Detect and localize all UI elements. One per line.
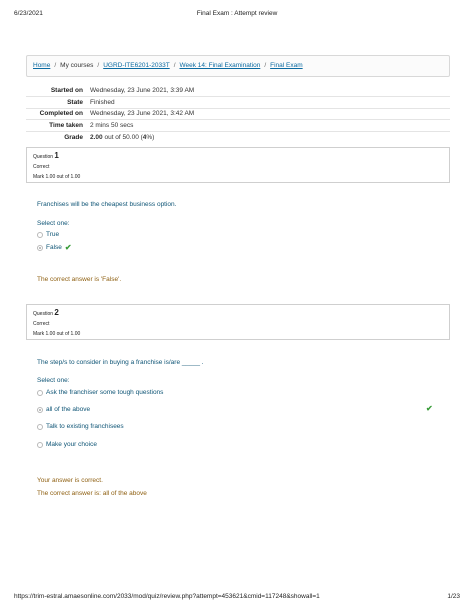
breadcrumb-separator: /: [54, 62, 57, 69]
radio-icon[interactable]: [37, 442, 43, 448]
question-1-option-true[interactable]: [37, 231, 59, 238]
question-2-heading: [33, 308, 443, 319]
question-2-option-b[interactable]: [37, 406, 90, 413]
summary-row-completed: [26, 108, 450, 120]
question-2-select-one: Select one:: [37, 377, 70, 384]
option-label: False: [46, 244, 62, 251]
completed-on-label: Completed on: [39, 110, 83, 118]
question-2-feedback-answer: The correct answer is: all of the above: [37, 490, 147, 497]
question-1-mark: Mark 1.00 out of 1.00: [33, 174, 81, 180]
print-date: 6/23/2021: [14, 10, 43, 17]
attempt-summary: [26, 85, 450, 143]
question-2-text: The step/s to consider in buying a franchise is/are _____ .: [37, 359, 204, 366]
option-label: Talk to existing franchisees: [46, 423, 124, 430]
summary-row-grade: [26, 131, 450, 143]
print-footer: [14, 593, 460, 603]
question-1-info: [26, 147, 450, 183]
question-1-heading: [33, 151, 443, 162]
breadcrumb-exam-link[interactable]: Final Exam: [270, 62, 303, 69]
question-1-label: Question: [33, 154, 54, 160]
summary-row-time: [26, 120, 450, 132]
state-label: State: [67, 98, 83, 106]
breadcrumb-home-link[interactable]: Home: [33, 62, 51, 69]
breadcrumb: [26, 55, 450, 77]
radio-icon[interactable]: [37, 232, 43, 238]
breadcrumb-course-link[interactable]: UGRD-ITE6201-2033T: [103, 62, 170, 69]
question-1-option-false[interactable]: [37, 243, 72, 252]
grade-label: Grade: [64, 133, 83, 141]
check-icon: ✔: [64, 243, 72, 252]
question-1-status: Correct: [33, 164, 50, 170]
breadcrumb-separator: /: [264, 62, 267, 69]
question-2-status: Correct: [33, 321, 50, 327]
breadcrumb-week-link[interactable]: Week 14: Final Examination: [179, 62, 261, 69]
completed-on-value: Wednesday, 23 June 2021, 3:42 AM: [90, 110, 195, 118]
question-1-select-one: Select one:: [37, 220, 70, 227]
question-1-number: 1: [54, 151, 59, 160]
summary-row-started: [26, 85, 450, 97]
radio-icon[interactable]: [37, 390, 43, 396]
question-2-option-a[interactable]: [37, 389, 163, 396]
started-on-value: Wednesday, 23 June 2021, 3:39 AM: [90, 87, 195, 94]
question-2-feedback-correct: Your answer is correct.: [37, 477, 103, 484]
grade-percent: 4: [142, 133, 147, 141]
check-icon: ✔: [426, 404, 433, 413]
summary-row-state: [26, 97, 450, 109]
print-url: https://trim-estral.amaesonline.com/2033/mod/quiz/review.php?attempt=453621&cmid=117248&showall=1: [14, 593, 320, 600]
question-2-option-d[interactable]: [37, 441, 97, 448]
print-title: Final Exam : Attempt review: [196, 10, 278, 17]
option-label: True: [46, 231, 60, 238]
question-2-option-c[interactable]: [37, 423, 124, 430]
radio-icon[interactable]: [37, 245, 43, 251]
question-2-info: [26, 304, 450, 340]
breadcrumb-separator: /: [97, 62, 100, 69]
summary-table: [26, 85, 450, 143]
question-2-label: Question: [33, 311, 54, 317]
question-2-mark: Mark 1.00 out of 1.00: [33, 331, 81, 337]
time-taken-label: Time taken: [49, 121, 83, 129]
option-label: all of the above: [46, 406, 91, 413]
grade-value: [90, 131, 450, 143]
radio-icon[interactable]: [37, 424, 43, 430]
grade-score: 2.00: [90, 133, 103, 141]
print-page-number: 1/23: [447, 593, 460, 600]
print-header: [14, 10, 460, 20]
grade-rest: out of 50.00 (: [104, 133, 143, 141]
time-taken-value: 2 mins 50 secs: [90, 121, 134, 129]
option-label: Make your choice: [46, 441, 97, 448]
breadcrumb-separator: /: [173, 62, 176, 69]
grade-end: %): [146, 133, 155, 141]
radio-icon[interactable]: [37, 407, 43, 413]
question-2-number: 2: [54, 308, 59, 317]
question-1-text: Franchises will be the cheapest business option.: [37, 201, 177, 208]
state-value: Finished: [90, 98, 115, 106]
option-label: Ask the franchiser some tough questions: [46, 389, 164, 396]
question-1-feedback: The correct answer is 'False'.: [37, 276, 122, 283]
started-on-label: Started on: [50, 87, 83, 94]
breadcrumb-my-courses[interactable]: My courses: [60, 62, 94, 69]
